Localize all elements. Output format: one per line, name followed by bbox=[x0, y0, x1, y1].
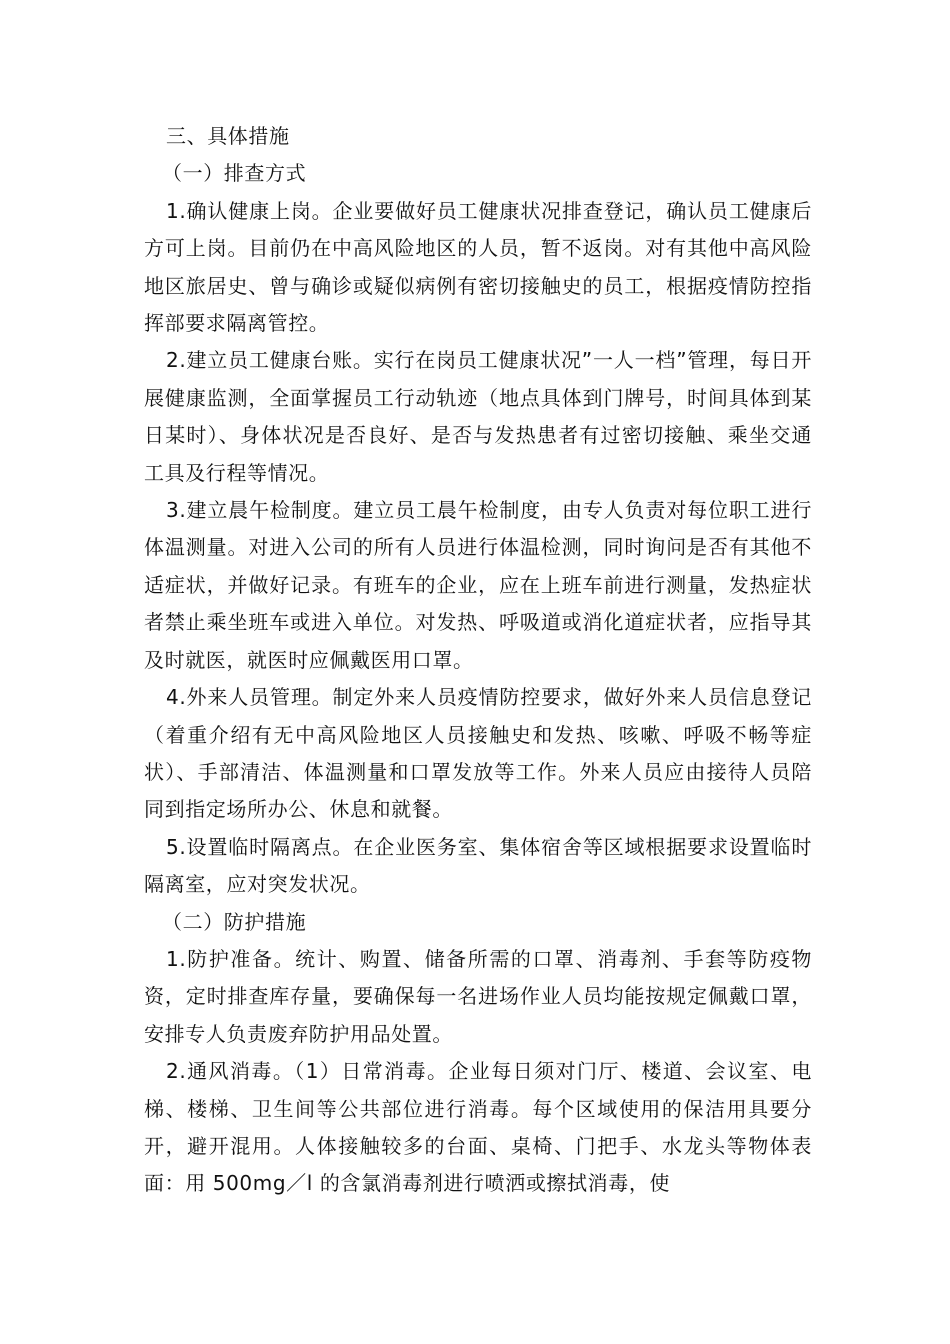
subsection-heading-protection: （二）防护措施 bbox=[162, 909, 307, 934]
paragraph-ventilation-disinfection: 2.通风消毒。（1）日常消毒。企业每日须对门厅、楼道、会议室、电梯、楼梯、卫生间等公共部位进行消毒。每个区域使用的保洁用具要分开，避开混用。人体接触较多的台面、桌椅、门把手、水龙头等物体表面：用 500mg／l 的含氯消毒剂进行喷洒或擦拭消毒，使 bbox=[144, 1059, 812, 1196]
paragraph-temperature-checks: 3.建立晨午检制度。建立员工晨午检制度，由专人负责对每位职工进行体温测量。对进入公司的所有人员进行体温检测，同时询问是否有其他不适症状，并做好记录。有班车的企业，应在上班车前进行测量，发热症状者禁止乘坐班车或进入单位。对发热、呼吸道或消化道症状者，应指导其及时就医，就医时应佩戴医用口罩。 bbox=[144, 498, 812, 672]
subsection-heading-screening: （一）排查方式 bbox=[162, 161, 307, 186]
paragraph-health-records: 2.建立员工健康台账。实行在岗员工健康状况”一人一档”管理，每日开展健康监测，全面掌握员工行动轨迹（地点具体到门牌号，时间具体到某日某时）、身体状况是否良好、是否与发热患者有过密切接触、乘坐交通工具及行程等情况。 bbox=[144, 348, 812, 485]
document-body bbox=[144, 118, 812, 1203]
paragraph-confirm-health: 1.确认健康上岗。企业要做好员工健康状况排查登记，确认员工健康后方可上岗。目前仍在中高风险地区的人员，暂不返岗。对有其他中高风险地区旅居史、曾与确诊或疑似病例有密切接触史的员工，根据疫情防控指挥部要求隔离管控。 bbox=[144, 198, 812, 336]
section-heading: 三、具体措施 bbox=[166, 124, 290, 148]
paragraph-visitor-management: 4.外来人员管理。制定外来人员疫情防控要求，做好外来人员信息登记（着重介绍有无中高风险地区人员接触史和发热、咳嗽、呼吸不畅等症状）、手部清洁、体温测量和口罩发放等工作。外来人员应由接待人员陪同到指定场所办公、休息和就餐。 bbox=[144, 685, 812, 822]
paragraph-protection-prep: 1.防护准备。统计、购置、储备所需的口罩、消毒剂、手套等防疫物资，定时排查库存量，要确保每一名进场作业人员均能按规定佩戴口罩，安排专人负责废弃防护用品处置。 bbox=[144, 946, 812, 1046]
paragraph-isolation-point: 5.设置临时隔离点。在企业医务室、集体宿舍等区域根据要求设置临时隔离室，应对突发状况。 bbox=[144, 834, 812, 897]
